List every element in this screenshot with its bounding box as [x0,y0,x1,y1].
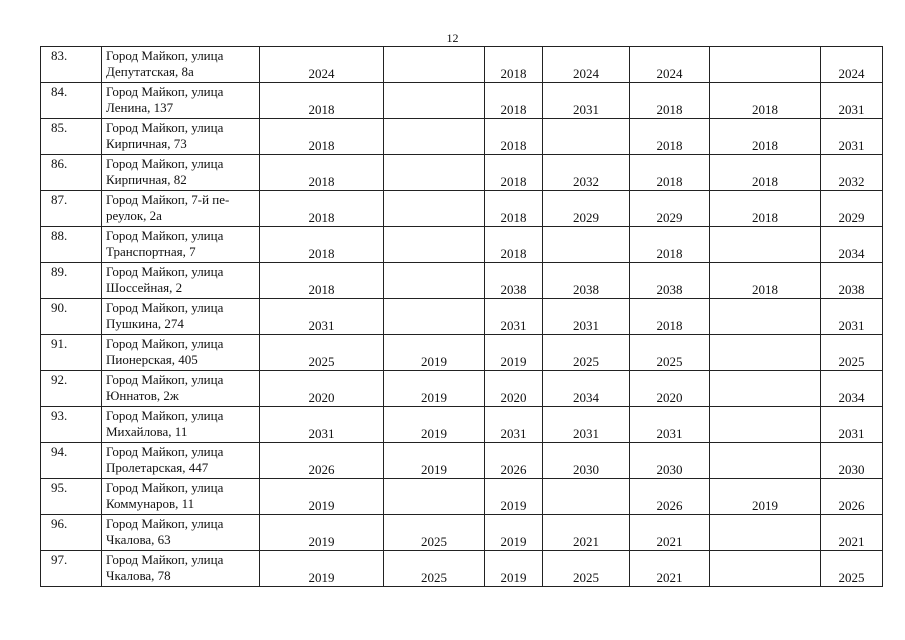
year-cell-col-6 [710,407,821,443]
year-cell-col-2: 2019 [384,407,485,443]
year-cell-col-4: 2034 [543,371,630,407]
table-row [41,299,883,335]
address-line-1: Город Майкоп, улица [106,228,224,243]
year-cell-col-3: 2031 [485,299,543,335]
year-cell-col-2 [384,299,485,335]
year-cell-col-1: 2019 [260,515,384,551]
table-row [41,191,883,227]
year-cell-col-2: 2025 [384,551,485,587]
address-cell [102,371,260,407]
year-cell-col-1: 2018 [260,227,384,263]
year-cell-col-7: 2031 [821,407,883,443]
table-row [41,227,883,263]
year-cell-col-7: 2025 [821,551,883,587]
address-line-2: Пушкина, 274 [106,316,184,331]
row-number-cell: 94. [41,443,102,479]
table-row [41,155,883,191]
year-cell-col-5: 2021 [630,515,710,551]
year-cell-col-2 [384,263,485,299]
year-cell-col-6: 2018 [710,83,821,119]
row-number-cell: 96. [41,515,102,551]
table-body [41,47,883,587]
address-line-2: Коммунаров, 11 [106,496,195,511]
year-cell-col-7: 2026 [821,479,883,515]
year-cell-col-2 [384,83,485,119]
year-cell-col-5: 2026 [630,479,710,515]
table-row [41,407,883,443]
address-cell [102,335,260,371]
address-cell [102,47,260,83]
year-cell-col-3: 2018 [485,83,543,119]
year-cell-col-7: 2031 [821,299,883,335]
year-cell-col-3: 2018 [485,191,543,227]
year-cell-col-5: 2025 [630,335,710,371]
address-line-1: Город Майкоп, улица [106,372,224,387]
address-line-1: Город Майкоп, улица [106,336,224,351]
row-number-cell: 86. [41,155,102,191]
page-number: 12 [446,31,459,45]
year-cell-col-3: 2018 [485,119,543,155]
year-cell-col-7: 2031 [821,119,883,155]
address-cell [102,551,260,587]
address-cell [102,443,260,479]
year-cell-col-2 [384,479,485,515]
year-cell-col-4: 2030 [543,443,630,479]
year-cell-col-7: 2024 [821,47,883,83]
address-line-1: Город Майкоп, улица [106,156,224,171]
year-cell-col-6 [710,443,821,479]
table-row [41,371,883,407]
address-line-1: Город Майкоп, улица [106,300,224,315]
year-cell-col-1: 2026 [260,443,384,479]
address-cell [102,119,260,155]
year-cell-col-4: 2031 [543,407,630,443]
address-line-2: Кирпичная, 82 [106,172,187,187]
year-cell-col-2: 2019 [384,335,485,371]
address-line-2: Чкалова, 78 [106,568,171,583]
year-cell-col-4: 2029 [543,191,630,227]
year-cell-col-3: 2038 [485,263,543,299]
year-cell-col-4: 2032 [543,155,630,191]
year-cell-col-7: 2034 [821,227,883,263]
table-row [41,263,883,299]
year-cell-col-6 [710,371,821,407]
address-line-2: Михайлова, 11 [106,424,188,439]
row-number-cell: 92. [41,371,102,407]
table-row [41,515,883,551]
year-cell-col-2 [384,47,485,83]
year-cell-col-1: 2019 [260,479,384,515]
year-cell-col-2 [384,119,485,155]
address-line-2: Депутатская, 8а [106,64,194,79]
address-line-2: Шоссейная, 2 [106,280,183,295]
address-cell [102,479,260,515]
address-line-1: Город Майкоп, улица [106,120,224,135]
address-line-2: Транспортная, 7 [106,244,196,259]
address-line-2: Ленина, 137 [106,100,174,115]
row-number-cell: 97. [41,551,102,587]
year-cell-col-4: 2021 [543,515,630,551]
table-row [41,83,883,119]
address-line-2: Юннатов, 2ж [106,388,179,403]
year-cell-col-5: 2018 [630,119,710,155]
row-number-cell: 84. [41,83,102,119]
year-cell-col-6: 2018 [710,119,821,155]
year-cell-col-2 [384,227,485,263]
address-line-1: Город Майкоп, улица [106,84,224,99]
address-cell [102,227,260,263]
year-cell-col-2: 2019 [384,443,485,479]
buildings-table [40,46,883,587]
address-line-1: Город Майкоп, улица [106,264,224,279]
table-row [41,443,883,479]
year-cell-col-7: 2032 [821,155,883,191]
address-line-1: Город Майкоп, улица [106,444,224,459]
row-number-cell: 83. [41,47,102,83]
year-cell-col-7: 2025 [821,335,883,371]
year-cell-col-3: 2018 [485,227,543,263]
year-cell-col-5: 2029 [630,191,710,227]
row-number-cell: 85. [41,119,102,155]
year-cell-col-4: 2031 [543,299,630,335]
year-cell-col-5: 2030 [630,443,710,479]
year-cell-col-5: 2024 [630,47,710,83]
year-cell-col-3: 2031 [485,407,543,443]
address-cell [102,299,260,335]
year-cell-col-7: 2038 [821,263,883,299]
address-line-2: Чкалова, 63 [106,532,171,547]
year-cell-col-7: 2029 [821,191,883,227]
row-number-cell: 93. [41,407,102,443]
year-cell-col-1: 2018 [260,119,384,155]
address-cell [102,263,260,299]
year-cell-col-5: 2018 [630,155,710,191]
row-number-cell: 90. [41,299,102,335]
table-row [41,335,883,371]
year-cell-col-3: 2019 [485,515,543,551]
row-number-cell: 88. [41,227,102,263]
year-cell-col-4: 2038 [543,263,630,299]
year-cell-col-6 [710,551,821,587]
year-cell-col-4: 2025 [543,551,630,587]
year-cell-col-5: 2031 [630,407,710,443]
table-row [41,479,883,515]
year-cell-col-2: 2025 [384,515,485,551]
year-cell-col-4: 2025 [543,335,630,371]
year-cell-col-4: 2024 [543,47,630,83]
table-row [41,551,883,587]
year-cell-col-1: 2018 [260,83,384,119]
address-line-2: Кирпичная, 73 [106,136,187,151]
year-cell-col-4 [543,227,630,263]
year-cell-col-6: 2018 [710,191,821,227]
year-cell-col-7: 2030 [821,443,883,479]
address-cell [102,155,260,191]
year-cell-col-7: 2021 [821,515,883,551]
year-cell-col-3: 2018 [485,155,543,191]
year-cell-col-1: 2031 [260,299,384,335]
year-cell-col-5: 2018 [630,83,710,119]
year-cell-col-1: 2018 [260,191,384,227]
year-cell-col-3: 2019 [485,479,543,515]
address-cell [102,191,260,227]
year-cell-col-6: 2018 [710,155,821,191]
address-cell [102,83,260,119]
year-cell-col-6 [710,515,821,551]
address-line-2: Пролетарская, 447 [106,460,209,475]
address-cell [102,407,260,443]
year-cell-col-4 [543,479,630,515]
year-cell-col-5: 2038 [630,263,710,299]
year-cell-col-6: 2019 [710,479,821,515]
year-cell-col-6 [710,299,821,335]
address-line-2: Пионерская, 405 [106,352,198,367]
row-number-cell: 91. [41,335,102,371]
row-number-cell: 89. [41,263,102,299]
year-cell-col-6 [710,227,821,263]
year-cell-col-3: 2019 [485,551,543,587]
year-cell-col-6 [710,47,821,83]
year-cell-col-1: 2031 [260,407,384,443]
year-cell-col-3: 2018 [485,47,543,83]
table-row [41,119,883,155]
year-cell-col-1: 2020 [260,371,384,407]
year-cell-col-4: 2031 [543,83,630,119]
year-cell-col-3: 2026 [485,443,543,479]
year-cell-col-5: 2021 [630,551,710,587]
year-cell-col-4 [543,119,630,155]
year-cell-col-2: 2019 [384,371,485,407]
row-number-cell: 87. [41,191,102,227]
year-cell-col-6 [710,335,821,371]
year-cell-col-1: 2018 [260,155,384,191]
year-cell-col-5: 2018 [630,227,710,263]
year-cell-col-3: 2019 [485,335,543,371]
year-cell-col-7: 2034 [821,371,883,407]
address-line-1: Город Майкоп, улица [106,516,224,531]
year-cell-col-2 [384,191,485,227]
year-cell-col-5: 2020 [630,371,710,407]
table-row [41,47,883,83]
address-line-1: Город Майкоп, 7-й пе- [106,192,230,207]
address-cell [102,515,260,551]
address-line-1: Город Майкоп, улица [106,552,224,567]
address-line-1: Город Майкоп, улица [106,480,224,495]
address-line-1: Город Майкоп, улица [106,408,224,423]
address-line-1: Город Майкоп, улица [106,48,224,63]
year-cell-col-1: 2024 [260,47,384,83]
year-cell-col-3: 2020 [485,371,543,407]
address-line-2: реулок, 2а [106,208,162,223]
year-cell-col-1: 2025 [260,335,384,371]
year-cell-col-2 [384,155,485,191]
year-cell-col-6: 2018 [710,263,821,299]
year-cell-col-7: 2031 [821,83,883,119]
year-cell-col-1: 2018 [260,263,384,299]
row-number-cell: 95. [41,479,102,515]
year-cell-col-1: 2019 [260,551,384,587]
year-cell-col-5: 2018 [630,299,710,335]
